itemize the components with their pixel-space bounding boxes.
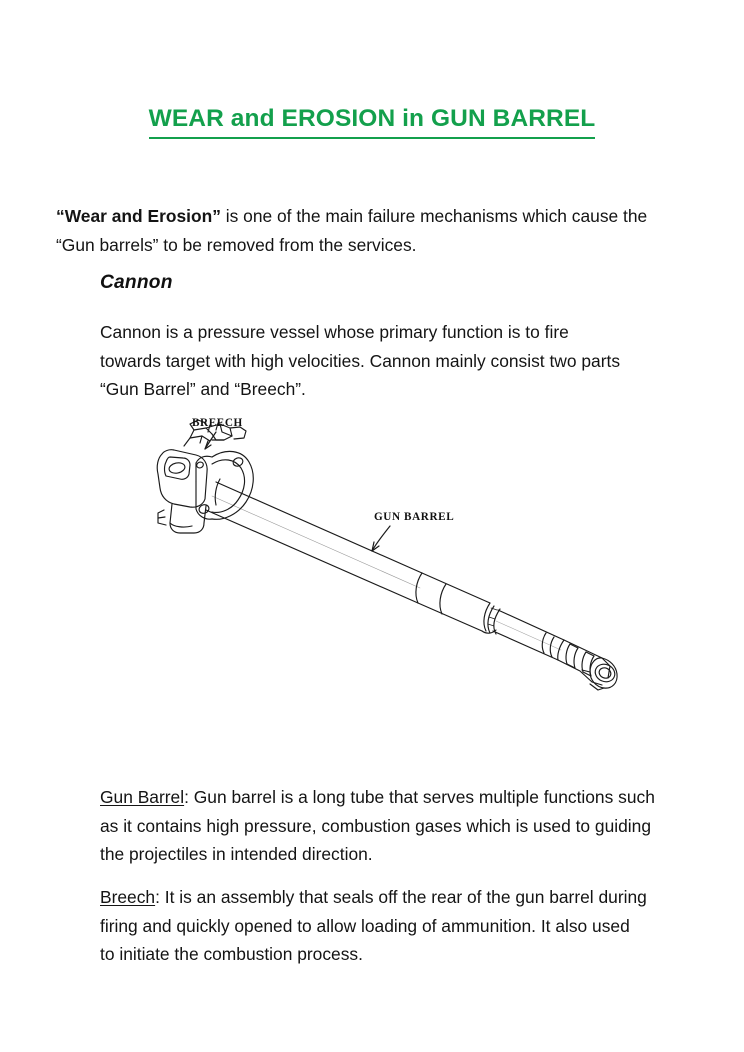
paragraph-breech [100,883,648,968]
breech-definition: It is an assembly that seals off the rear of the gun barrel during firing and quickly opened to allow loading of ammunition. It also used to initiate the combustion process. [100,887,647,964]
breech-separator: : [155,887,165,908]
figure-label-breech [192,417,243,449]
paragraph-gun-barrel [100,783,656,868]
figure-cannon-diagram [150,410,630,700]
page-title [0,104,744,139]
gun-barrel-tube-drawing [206,479,500,634]
gun-barrel-separator: : [184,787,194,808]
figure-label-breech-text: BREECH [192,417,243,429]
intro-rest: is one of the main failure mechanisms which cause the “Gun barrels” to be removed from the services. [56,206,648,255]
paragraph-cannon: Cannon is a pressure vessel whose primary function is to fire towards target with high velocities. Cannon mainly consist two parts “Gun Barrel” and “Breech”. [100,322,621,399]
term-breech: Breech [100,887,156,908]
breech-assembly-drawing [157,420,253,533]
intro-lead-bold: “Wear and Erosion” [56,206,221,227]
paragraph-intro [56,202,648,258]
section-heading-cannon: Cannon [100,271,173,293]
figure-label-gun-barrel-text: GUN BARREL [374,511,455,523]
gun-barrel-definition: Gun barrel is a long tube that serves multiple functions such as it contains high pressure, combustion gases which is used to guiding the projectiles in intended direction. [100,787,655,864]
term-gun-barrel: Gun Barrel [100,787,185,808]
page-title-text: WEAR and EROSION in GUN BARREL [149,104,596,139]
figure-label-gun-barrel [372,511,454,551]
muzzle-section-drawing [493,610,618,690]
